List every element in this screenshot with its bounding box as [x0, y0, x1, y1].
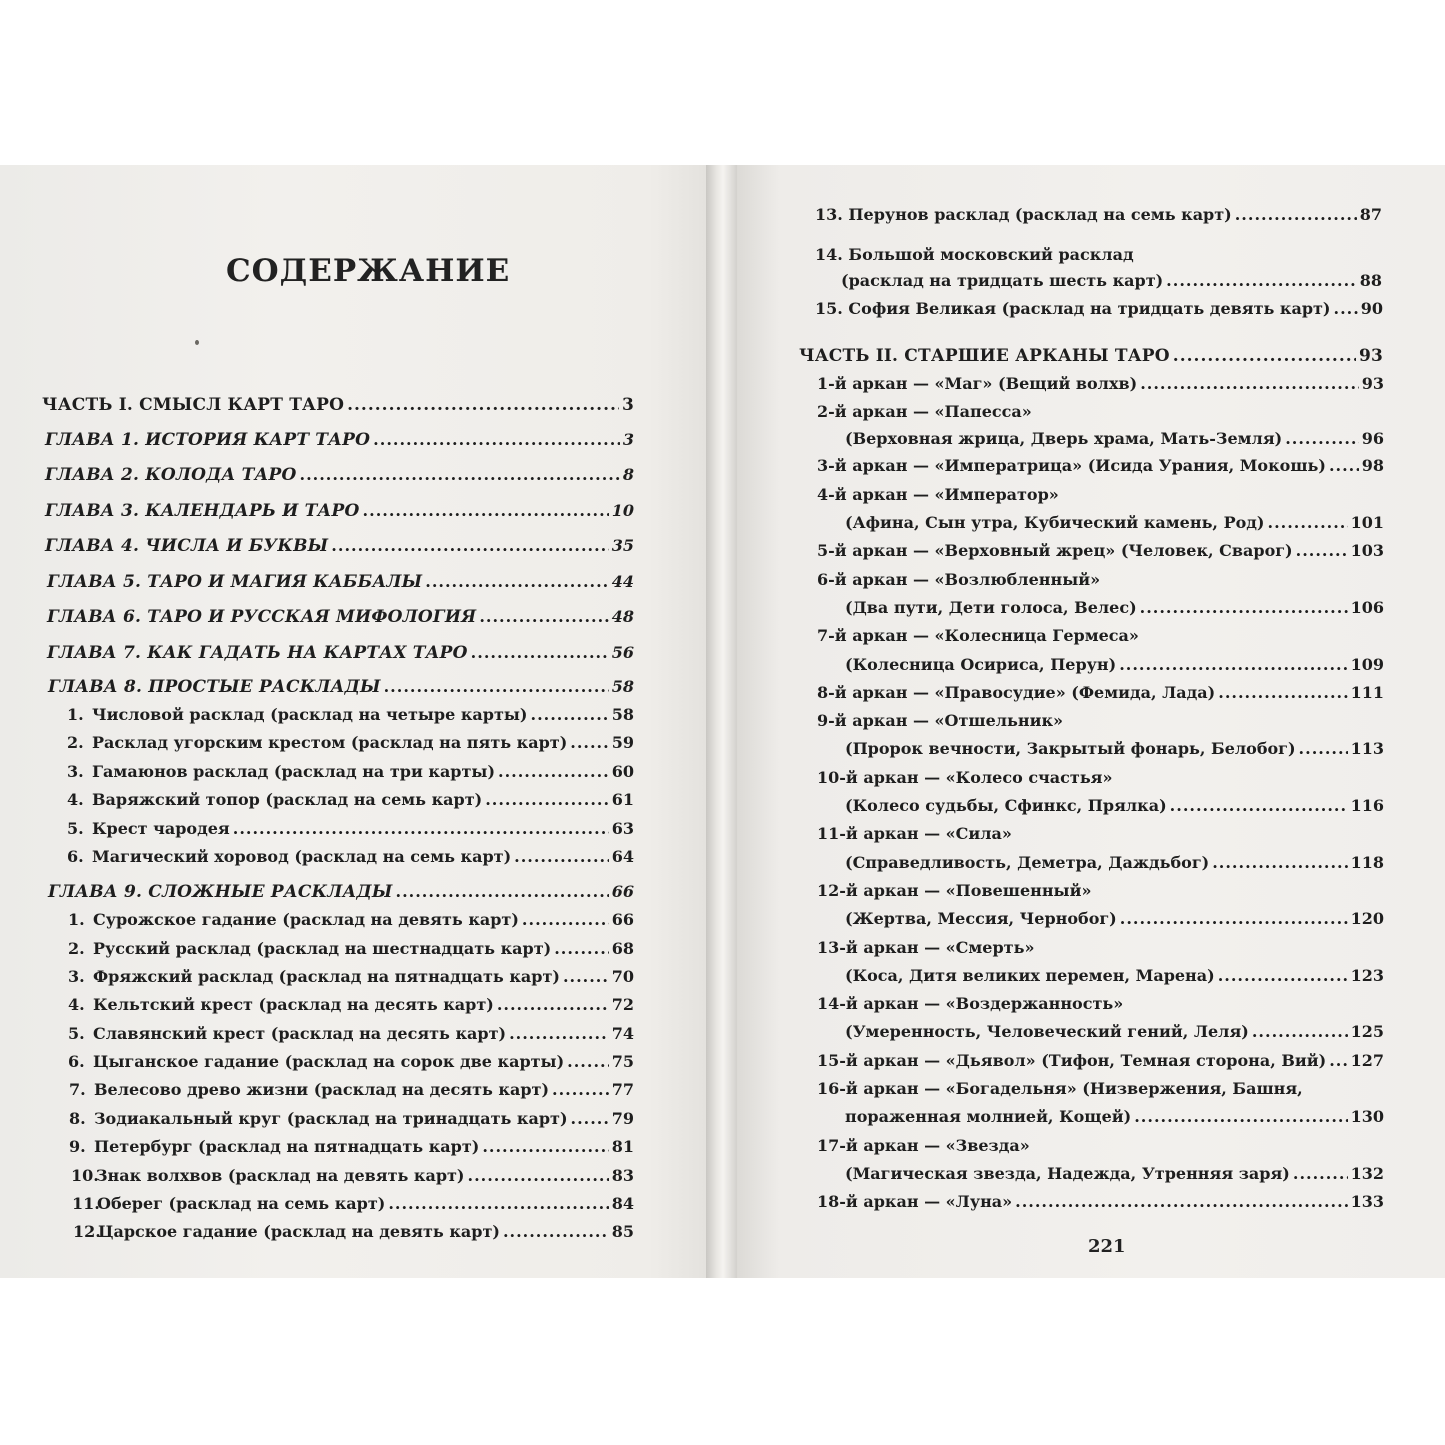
toc-entry-label — [69, 1109, 568, 1128]
toc-entry — [47, 572, 634, 600]
toc-entry-number: 9. — [69, 1137, 86, 1156]
toc-entry-label: 12-й аркан — «Повешенный» — [817, 881, 1092, 900]
toc-entry — [845, 739, 1384, 767]
toc-entry — [845, 966, 1384, 994]
toc-entry-page: 72 — [611, 995, 634, 1014]
toc-entry — [68, 995, 634, 1023]
toc-entry-text: Магический хоровод (расклад на семь карт) — [92, 847, 512, 866]
toc-entry-label: ГЛАВА 3. КАЛЕНДАРЬ И ТАРО — [45, 501, 360, 521]
toc-entry-text: Кельтский крест (расклад на десять карт) — [93, 995, 494, 1014]
toc-leader-dots — [396, 882, 609, 901]
toc-entry-number: 7. — [69, 1080, 86, 1099]
toc-entry-label: 7-й аркан — «Колесница Гермеса» — [817, 626, 1139, 645]
toc-leader-dots — [1329, 456, 1359, 475]
toc-entry — [841, 271, 1382, 299]
toc-entry-page: 113 — [1350, 739, 1384, 758]
toc-entry-label: 16-й аркан — «Богадельня» (Низвержения, Башня, — [817, 1079, 1303, 1098]
toc-entry — [45, 536, 634, 564]
toc-entry — [817, 1079, 1384, 1107]
toc-entry-page: 66 — [611, 910, 634, 929]
toc-leader-dots — [384, 677, 609, 696]
toc-entry-label: 6-й аркан — «Возлюбленный» — [817, 570, 1101, 589]
toc-entry-page: 68 — [611, 939, 634, 958]
toc-entry-page: 85 — [611, 1222, 634, 1241]
toc-leader-dots — [1235, 205, 1357, 224]
toc-entry-number: 10. — [71, 1166, 99, 1185]
toc-entry-label: ГЛАВА 2. КОЛОДА ТАРО — [45, 465, 297, 485]
toc-entry-page: 79 — [611, 1109, 634, 1128]
toc-entry — [817, 541, 1384, 569]
toc-leader-dots — [554, 939, 609, 958]
toc-entry — [817, 1192, 1384, 1220]
toc-entry — [817, 626, 1384, 654]
toc-entry — [817, 881, 1384, 909]
toc-entry-label: ЧАСТЬ I. СМЫСЛ КАРТ ТАРО — [42, 395, 345, 415]
toc-entry-page: 8 — [622, 465, 634, 484]
toc-entry-label: ГЛАВА 7. КАК ГАДАТЬ НА КАРТАХ ТАРО — [47, 643, 468, 663]
toc-leader-dots — [570, 733, 608, 752]
toc-entry-page: 66 — [611, 882, 634, 901]
toc-entry-page: 35 — [611, 536, 634, 555]
toc-entry-label: (Коса, Дитя великих перемен, Марена) — [845, 966, 1215, 985]
toc-entry — [845, 1107, 1384, 1135]
toc-entry — [845, 796, 1384, 824]
toc-leader-dots — [425, 572, 608, 591]
toc-entry-page: 74 — [611, 1024, 634, 1043]
toc-entry — [67, 733, 634, 761]
toc-entry-label: 3-й аркан — «Императрица» (Исида Урания, Мокошь) — [817, 456, 1326, 475]
toc-entry-page: 56 — [611, 643, 634, 662]
toc-entry-label: 15. София Великая (расклад на тридцать девять карт) — [815, 299, 1331, 318]
toc-entry-text: Велесово древо жизни (расклад на десять карт) — [94, 1080, 550, 1099]
toc-entry-text: Варяжский топор (расклад на семь карт) — [92, 790, 483, 809]
toc-entry-page: 127 — [1350, 1051, 1384, 1070]
toc-leader-dots — [1268, 513, 1348, 532]
toc-entry-page: 132 — [1350, 1164, 1384, 1183]
toc-entry — [815, 299, 1383, 327]
toc-entry-page: 60 — [611, 762, 634, 781]
toc-entry-page: 58 — [611, 677, 634, 696]
toc-leader-dots — [1170, 796, 1348, 815]
toc-leader-dots — [479, 607, 608, 626]
toc-entry-label — [68, 1052, 564, 1071]
toc-entry-label — [67, 733, 567, 752]
toc-entry-label: 2-й аркан — «Папесса» — [817, 402, 1032, 421]
toc-leader-dots — [498, 762, 609, 781]
toc-leader-dots — [497, 995, 609, 1014]
toc-leader-dots — [1285, 429, 1359, 448]
toc-entry-label: 10-й аркан — «Колесо счастья» — [817, 768, 1113, 787]
toc-entry-page: 88 — [1359, 271, 1382, 290]
toc-entry-page: 98 — [1361, 456, 1384, 475]
toc-leader-dots — [1296, 541, 1348, 560]
toc-entry — [68, 939, 634, 967]
toc-leader-dots — [1140, 598, 1348, 617]
toc-entry-page: 58 — [611, 705, 634, 724]
toc-entry-label: 1-й аркан — «Маг» (Вещий волхв) — [817, 374, 1138, 393]
toc-entry — [845, 655, 1384, 683]
toc-entry-label — [71, 1166, 465, 1185]
toc-entry — [845, 429, 1384, 457]
ink-speck — [195, 340, 199, 345]
toc-leader-dots — [388, 1194, 608, 1213]
toc-entry-page: 116 — [1350, 796, 1384, 815]
toc-entry-text: Русский расклад (расклад на шестнадцать карт) — [93, 939, 552, 958]
toc-leader-dots — [347, 395, 619, 415]
toc-leader-dots — [1212, 853, 1347, 872]
toc-entry-label: ГЛАВА 4. ЧИСЛА И БУКВЫ — [45, 536, 329, 556]
toc-entry — [799, 346, 1383, 374]
toc-entry-label: (Жертва, Мессия, Чернобог) — [845, 909, 1117, 928]
toc-leader-dots — [1015, 1192, 1347, 1211]
toc-entry-text: Оберег (расклад на семь карт) — [97, 1194, 386, 1213]
toc-entry-page: 118 — [1350, 853, 1384, 872]
toc-entry — [817, 768, 1384, 796]
toc-leader-dots — [1329, 1051, 1347, 1070]
toc-entry — [817, 485, 1384, 513]
toc-entry-page: 81 — [611, 1137, 634, 1156]
toc-entry-number: 4. — [67, 790, 84, 809]
toc-leader-dots — [531, 705, 609, 724]
toc-leader-dots — [363, 501, 609, 520]
toc-entry-page: 77 — [611, 1080, 634, 1099]
book-spread — [0, 165, 1445, 1278]
toc-entry — [42, 395, 634, 423]
toc-entry-label: ГЛАВА 1. ИСТОРИЯ КАРТ ТАРО — [45, 430, 371, 450]
toc-entry — [69, 1109, 634, 1137]
toc-entry-text: Зодиакальный круг (расклад на тринадцать карт) — [94, 1109, 568, 1128]
toc-entry — [47, 607, 634, 635]
toc-leader-dots — [514, 847, 609, 866]
toc-leader-dots — [1140, 374, 1359, 393]
toc-entry-number: 1. — [67, 705, 84, 724]
toc-entry-label: ГЛАВА 5. ТАРО И МАГИЯ КАББАЛЫ — [47, 572, 423, 592]
book-gutter — [706, 165, 737, 1278]
toc-entry-page: 10 — [611, 501, 634, 520]
toc-entry-label: (Умеренность, Человеческий гений, Леля) — [845, 1022, 1249, 1041]
toc-entry-text: Крест чародея — [92, 819, 230, 838]
toc-entry — [817, 994, 1384, 1022]
toc-entry-number: 3. — [67, 762, 84, 781]
toc-entry-number: 2. — [68, 939, 85, 958]
toc-entry-text: Расклад угорским крестом (расклад на пять карт) — [92, 733, 568, 752]
toc-entry-number: 8. — [69, 1109, 86, 1128]
toc-leader-dots — [468, 1166, 609, 1185]
toc-entry-number: 5. — [68, 1024, 85, 1043]
toc-entry — [72, 1194, 634, 1222]
toc-entry-label: (расклад на тридцать шесть карт) — [841, 271, 1164, 290]
toc-entry-page: 96 — [1361, 429, 1384, 448]
toc-entry — [815, 205, 1382, 233]
toc-entry-text: Сурожское гадание (расклад на девять карт) — [93, 910, 519, 929]
toc-entry-label: (Магическая звезда, Надежда, Утренняя заря) — [845, 1164, 1290, 1183]
toc-entry-label — [67, 705, 528, 724]
toc-leader-dots — [1252, 1022, 1348, 1041]
toc-leader-dots — [373, 430, 620, 449]
toc-entry — [845, 909, 1384, 937]
toc-entry — [67, 705, 634, 733]
toc-entry — [69, 1137, 634, 1165]
toc-entry-label: 8-й аркан — «Правосудие» (Фемида, Лада) — [817, 683, 1216, 702]
toc-entry — [845, 853, 1384, 881]
toc-entry-label: 9-й аркан — «Отшельник» — [817, 711, 1064, 730]
toc-entry — [817, 456, 1384, 484]
toc-entry — [815, 245, 1382, 273]
toc-entry — [68, 1052, 634, 1080]
toc-entry — [68, 1024, 634, 1052]
toc-entry — [845, 598, 1384, 626]
toc-entry-label: 15-й аркан — «Дьявол» (Тифон, Темная сторона, Вий) — [817, 1051, 1327, 1070]
toc-entry — [45, 501, 634, 529]
toc-entry-page: 125 — [1350, 1022, 1384, 1041]
toc-entry-page: 123 — [1350, 966, 1384, 985]
toc-leader-dots — [563, 967, 609, 986]
toc-entry — [817, 1136, 1384, 1164]
page-number: 221 — [1088, 1236, 1126, 1257]
toc-entry — [48, 882, 634, 910]
toc-entry-page: 83 — [611, 1166, 634, 1185]
toc-entry-page: 120 — [1350, 909, 1384, 928]
toc-entry-page: 93 — [1358, 346, 1383, 366]
toc-entry-text: Знак волхвов (расклад на девять карт) — [96, 1166, 465, 1185]
toc-entry-label: (Афина, Сын утра, Кубический камень, Род) — [845, 513, 1265, 532]
toc-entry-label: (Верховная жрица, Дверь храма, Мать-Земля) — [845, 429, 1283, 448]
toc-leader-dots — [522, 910, 609, 929]
toc-entry — [48, 677, 634, 705]
toc-leader-dots — [503, 1222, 609, 1241]
toc-entry — [68, 967, 634, 995]
toc-entry-label — [68, 939, 551, 958]
toc-entry-page: 111 — [1350, 683, 1384, 702]
toc-entry-label — [68, 910, 519, 929]
toc-entry-page: 109 — [1350, 655, 1384, 674]
toc-leader-dots — [1120, 909, 1348, 928]
toc-entry — [68, 910, 634, 938]
toc-entry-label: пораженная молнией, Кощей) — [845, 1107, 1132, 1126]
toc-entry-label: 11-й аркан — «Сила» — [817, 824, 1012, 843]
toc-entry-page: 44 — [611, 572, 634, 591]
toc-entry — [845, 1164, 1384, 1192]
toc-leader-dots — [571, 1109, 609, 1128]
toc-entry-page: 61 — [611, 790, 634, 809]
right-page — [737, 165, 1445, 1278]
toc-entry-number: 2. — [67, 733, 84, 752]
toc-entry — [817, 570, 1384, 598]
toc-entry-text: Царское гадание (расклад на девять карт) — [98, 1222, 500, 1241]
toc-entry — [817, 683, 1384, 711]
toc-entry-page: 63 — [611, 819, 634, 838]
toc-entry-text: Цыганское гадание (расклад на сорок две карты) — [93, 1052, 565, 1071]
toc-leader-dots — [1299, 739, 1348, 758]
toc-entry-page: 133 — [1350, 1192, 1384, 1211]
toc-entry — [817, 824, 1384, 852]
toc-entry-label: 14-й аркан — «Воздержанность» — [817, 994, 1124, 1013]
toc-entry — [73, 1222, 634, 1250]
toc-entry-page: 84 — [611, 1194, 634, 1213]
toc-leader-dots — [552, 1080, 609, 1099]
toc-entry — [67, 762, 634, 790]
toc-entry-text: Числовой расклад (расклад на четыре карты) — [92, 705, 528, 724]
toc-entry-label — [73, 1222, 500, 1241]
toc-entry-label — [67, 790, 482, 809]
toc-entry — [817, 374, 1384, 402]
toc-leader-dots — [1173, 346, 1356, 366]
toc-entry-number: 11. — [72, 1194, 100, 1213]
toc-entry — [817, 711, 1384, 739]
toc-title: СОДЕРЖАНИЕ — [226, 253, 511, 289]
toc-entry-page: 90 — [1360, 299, 1383, 318]
toc-entry-label — [69, 1137, 479, 1156]
toc-leader-dots — [482, 1137, 608, 1156]
toc-entry-number: 6. — [68, 1052, 85, 1071]
toc-leader-dots — [567, 1052, 609, 1071]
toc-entry-label — [67, 847, 511, 866]
toc-entry-number: 6. — [67, 847, 84, 866]
toc-entry — [47, 643, 634, 671]
toc-leader-dots — [233, 819, 609, 838]
toc-entry-page: 103 — [1350, 541, 1384, 560]
toc-entry-number: 12. — [73, 1222, 101, 1241]
toc-entry-text: Фряжский расклад (расклад на пятнадцать карт) — [93, 967, 560, 986]
toc-leader-dots — [1293, 1164, 1348, 1183]
toc-entry-label: (Справедливость, Деметра, Даждьбог) — [845, 853, 1210, 872]
toc-entry-page: 59 — [611, 733, 634, 752]
toc-entry-label: 4-й аркан — «Император» — [817, 485, 1059, 504]
toc-entry-label: 18-й аркан — «Луна» — [817, 1192, 1013, 1211]
toc-entry-page: 101 — [1350, 513, 1384, 532]
toc-entry-label: (Два пути, Дети голоса, Велес) — [845, 598, 1137, 617]
toc-entry-label: ГЛАВА 9. СЛОЖНЫЕ РАСКЛАДЫ — [48, 882, 393, 902]
toc-leader-dots — [509, 1024, 609, 1043]
toc-entry-label: 5-й аркан — «Верховный жрец» (Человек, Сварог) — [817, 541, 1293, 560]
toc-entry — [45, 430, 634, 458]
toc-leader-dots — [1218, 966, 1348, 985]
toc-entry — [845, 513, 1384, 541]
toc-entry-label: 13. Перунов расклад (расклад на семь карт) — [815, 205, 1232, 224]
toc-entry-label: (Колесо судьбы, Сфинкс, Прялка) — [845, 796, 1167, 815]
toc-leader-dots — [1334, 299, 1358, 318]
toc-entry — [67, 847, 634, 875]
toc-leader-dots — [331, 536, 608, 555]
toc-entry-label: ГЛАВА 6. ТАРО И РУССКАЯ МИФОЛОГИЯ — [47, 607, 477, 627]
toc-entry-page: 70 — [611, 967, 634, 986]
toc-entry-label — [67, 819, 230, 838]
toc-leader-dots — [1166, 271, 1357, 290]
toc-entry-page: 106 — [1350, 598, 1384, 617]
toc-leader-dots — [471, 643, 609, 662]
toc-entry-page: 130 — [1350, 1107, 1384, 1126]
toc-entry — [69, 1080, 634, 1108]
toc-leader-dots — [1119, 655, 1347, 674]
toc-entry — [845, 1022, 1384, 1050]
toc-entry-number: 1. — [68, 910, 85, 929]
toc-leader-dots — [485, 790, 609, 809]
toc-entry-label: ГЛАВА 8. ПРОСТЫЕ РАСКЛАДЫ — [48, 677, 381, 697]
toc-entry-label — [68, 995, 494, 1014]
toc-entry-label: 14. Большой московский расклад — [815, 245, 1134, 264]
toc-leader-dots — [1134, 1107, 1347, 1126]
toc-entry — [67, 819, 634, 847]
toc-entry — [817, 1051, 1384, 1079]
toc-entry-page: 87 — [1359, 205, 1382, 224]
toc-leader-dots — [300, 465, 620, 484]
toc-entry-page: 3 — [622, 430, 634, 449]
toc-entry-label: ЧАСТЬ II. СТАРШИЕ АРКАНЫ ТАРО — [799, 346, 1170, 366]
toc-entry-label: (Колесница Осириса, Перун) — [845, 655, 1117, 674]
toc-entry-text: Петербург (расклад на пятнадцать карт) — [94, 1137, 480, 1156]
toc-entry-label — [72, 1194, 385, 1213]
toc-entry — [67, 790, 634, 818]
toc-entry-page: 93 — [1361, 374, 1384, 393]
toc-entry-page: 64 — [611, 847, 634, 866]
toc-entry-label — [68, 1024, 506, 1043]
toc-entry-label: (Пророк вечности, Закрытый фонарь, Белобог) — [845, 739, 1296, 758]
toc-entry-number: 3. — [68, 967, 85, 986]
toc-entry-text: Гамаюнов расклад (расклад на три карты) — [92, 762, 496, 781]
toc-leader-dots — [1218, 683, 1347, 702]
toc-entry-label: 17-й аркан — «Звезда» — [817, 1136, 1030, 1155]
toc-entry — [817, 402, 1384, 430]
toc-entry-page: 75 — [611, 1052, 634, 1071]
toc-entry-label — [67, 762, 495, 781]
toc-entry-number: 5. — [67, 819, 84, 838]
toc-entry — [71, 1166, 634, 1194]
toc-entry-page: 48 — [611, 607, 634, 626]
left-page — [0, 165, 706, 1278]
toc-entry-page: 3 — [621, 395, 634, 415]
toc-entry-label: 13-й аркан — «Смерть» — [817, 938, 1035, 957]
toc-entry-label — [69, 1080, 549, 1099]
toc-entry — [45, 465, 634, 493]
toc-entry-text: Славянский крест (расклад на десять карт) — [93, 1024, 507, 1043]
toc-entry-number: 4. — [68, 995, 85, 1014]
toc-entry — [817, 938, 1384, 966]
toc-entry-label — [68, 967, 560, 986]
